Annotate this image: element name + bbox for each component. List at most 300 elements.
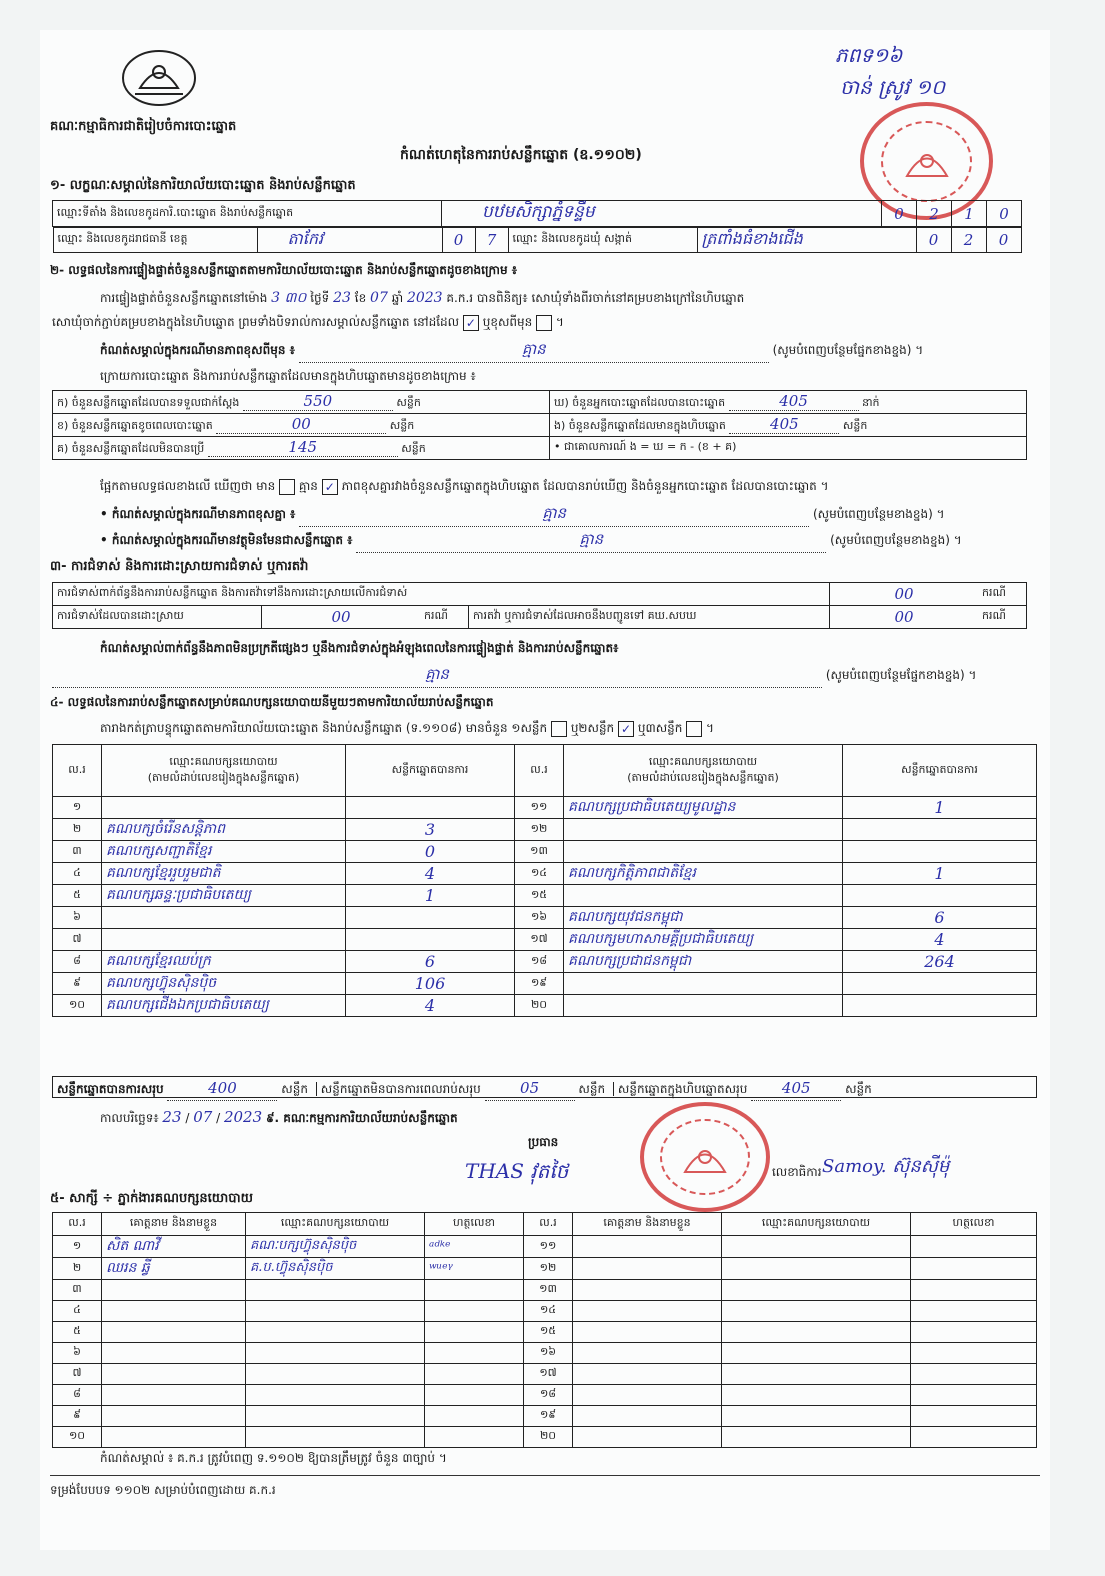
forwarded-value: 00 [830, 606, 979, 629]
diff-text-c: ភាពខុសគ្នារវាងចំនួនសន្លឹកឆ្នោតក្នុងហិបឆ្នោត ដែលបានរាប់ឃើញ និងចំនួនអ្នកបោះឆ្នោត ដែលបានបោះឆ្នោត ។ [341, 479, 829, 493]
table-row [53, 1364, 1037, 1385]
objection-table [52, 582, 1027, 629]
no-difference-checkbox[interactable]: ✓ [322, 479, 338, 495]
one-sheet-checkbox[interactable] [551, 721, 567, 737]
station-code-3: 1 [952, 201, 987, 227]
party-votes [346, 797, 515, 819]
table-row [53, 973, 1037, 995]
witness-name [573, 1364, 722, 1385]
witness-name: ឈរន ឆ្វី [102, 1258, 246, 1280]
count-row [53, 391, 1027, 414]
witness-party: គណៈបក្សហ៊្វុនស៊ិនប៉ិច [246, 1236, 425, 1258]
box-total-label: សន្លឹកឆ្នោតក្នុងហិបឆ្នោតសរុប [613, 1082, 748, 1096]
witness-signature [425, 1406, 524, 1427]
party-name: គណបក្សយុវជនកម្ពុជា [564, 907, 843, 929]
witness-name: សិត ណាវី [102, 1236, 246, 1258]
verify-time: 3 ៣០ [271, 290, 307, 306]
resolved-unit: ករណី [420, 606, 469, 629]
party-no: ៦ [53, 907, 102, 929]
witness-name [102, 1343, 246, 1364]
party-votes: 6 [843, 907, 1037, 929]
party-no: ២ [53, 819, 102, 841]
form-title: កំណត់ហេតុនៃការរាប់សន្លឹកឆ្នោត (ឧ.១១០២) [400, 147, 642, 163]
spoiled-unit: សន្លឹក [389, 419, 415, 432]
party-name: គណបក្សឆន្ទៈប្រជាធិបតេយ្យ [102, 885, 346, 907]
witness-name [102, 1301, 246, 1322]
witness-signature [911, 1385, 1037, 1406]
province-code-1: 0 [442, 228, 475, 253]
section1-heading: ១- លក្ខណៈសម្គាល់នៃការិយាល័យបោះឆ្នោត និងរាប់សន្លឹកឆ្នោត [50, 178, 356, 193]
difference-line [100, 478, 1050, 496]
section5-heading: ៥- សាក្សី ÷ ភ្នាក់ងារគណបក្សនយោបាយ [50, 1191, 253, 1206]
diff-text: ផ្អែកតាមលទ្ធផលខាងលើ ឃើញថា មាន [100, 479, 276, 493]
verify-text-c: ខែ [354, 291, 367, 305]
commune-code-3: 0 [986, 228, 1021, 253]
irregularity-note [52, 665, 1042, 688]
party-votes: 4 [346, 863, 515, 885]
difference-note-value: គ្មាន [542, 504, 567, 522]
stamp-emblem-icon [680, 1137, 730, 1177]
witness-no: ១៤ [524, 1301, 573, 1322]
has-difference-checkbox[interactable] [279, 479, 295, 495]
party-name: គណបក្សកិត្តិភាពជាតិខ្មែរ [564, 863, 843, 885]
party-votes [346, 907, 515, 929]
tally-intro-text: តារាងកត់ត្រាបន្ទុកឆ្នោតតាមការិយាល័យបោះឆ្នោត និងរាប់សន្លឹកឆ្នោត (ទ.១១០៨) មានចំនួន ១សន្លឹក [100, 721, 548, 735]
received-unit: សន្លឹក [396, 396, 421, 409]
count-intro: ក្រោយការបោះឆ្នោត និងការរាប់សន្លឹកឆ្នោតដែលមានក្នុងហិបឆ្នោតមានដូចខាងក្រោម ៖ [100, 369, 476, 383]
party-votes: 4 [346, 995, 515, 1017]
witness-signature: ʷᵘᵉᵞ [425, 1258, 524, 1280]
witness-no: ៩ [53, 1406, 102, 1427]
voters-value: 405 [779, 392, 808, 410]
party-name: គណបក្សចំរើនសន្តិភាព [102, 819, 346, 841]
witness-name [102, 1385, 246, 1406]
valid-total-label: សន្លឹកឆ្នោតបានការសរុប [57, 1082, 164, 1096]
two-sheet-checkbox[interactable]: ✓ [618, 721, 634, 737]
valid-total-value: 400 [208, 1079, 237, 1097]
witness-no: ១៨ [524, 1385, 573, 1406]
party-votes [843, 885, 1037, 907]
unused-label: គ) ចំនួនសន្លឹកឆ្នោតដែលមិនបានប្រើ [57, 442, 205, 455]
chair-label: ប្រធាន [528, 1135, 559, 1149]
date-day: 23 [162, 1108, 182, 1126]
party-no: ១៩ [515, 973, 564, 995]
table-row [53, 995, 1037, 1017]
party-votes: 264 [843, 951, 1037, 973]
verification-line [100, 288, 744, 309]
table-row [53, 841, 1037, 863]
station-code-4: 0 [987, 201, 1022, 227]
witness-party [246, 1406, 425, 1427]
party-results-table [52, 744, 1037, 1017]
change-note-label: កំណត់សម្គាល់ក្នុងករណីមានភាពខុសពីមុន ៖ [100, 343, 295, 357]
party-no: ១៣ [515, 841, 564, 863]
emblem-icon [120, 48, 198, 108]
witness-party [722, 1364, 911, 1385]
col-party-right-title: ឈ្មោះគណបក្សនយោបាយ [648, 754, 758, 768]
date-label: កាលបរិច្ឆេទ៖ [100, 1111, 159, 1125]
witness-party [722, 1236, 911, 1258]
unchanged-checkbox[interactable]: ✓ [463, 315, 479, 331]
witness-name [573, 1343, 722, 1364]
stamp-emblem-icon [902, 141, 952, 181]
table-row [53, 1280, 1037, 1301]
verify-day: 23 [333, 290, 351, 306]
witness-name [102, 1364, 246, 1385]
party-no: ១៥ [515, 885, 564, 907]
witness-col-party-left: ឈ្មោះគណបក្សនយោបាយ [246, 1213, 425, 1236]
witness-signature [911, 1280, 1037, 1301]
witness-col-party-right: ឈ្មោះគណបក្សនយោបាយ [722, 1213, 911, 1236]
two-sheet-label: ឬ២សន្លឹក [570, 721, 615, 735]
foreign-object-label: • កំណត់សម្គាល់ក្នុងករណីមានវត្ថុមិនមែនជាសន្លឹកឆ្នោត ៖ [100, 533, 353, 547]
witness-party [722, 1385, 911, 1406]
voters-unit: នាក់ [862, 396, 880, 409]
witness-party [246, 1364, 425, 1385]
witness-no: ១៦ [524, 1343, 573, 1364]
foreign-object-note [100, 530, 1040, 553]
signoff-date: កាលបរិច្ឆេទ៖ 23 / 07 / 2023 ៩. គណៈកម្មការការិយាល័យរាប់សន្លឹកឆ្នោត [100, 1108, 458, 1126]
party-name: គណបក្សសញ្ជាតិខ្មែរ [102, 841, 346, 863]
invalid-total-label: សន្លឹកឆ្នោតមិនបានការពេលរាប់សរុប [316, 1082, 481, 1096]
chair-signature: THAS វុតថៃ [465, 1159, 569, 1183]
witness-signature: ᵃᵈᵏᵉ [425, 1236, 524, 1258]
witness-no: ១៧ [524, 1364, 573, 1385]
table-row [53, 1406, 1037, 1427]
witness-signature [425, 1322, 524, 1343]
witness-no: ១៥ [524, 1322, 573, 1343]
count-table [52, 390, 1027, 460]
received-value: 550 [303, 392, 333, 410]
forwarded-unit: ករណី [978, 606, 1027, 629]
witness-name [102, 1427, 246, 1448]
witness-col-sig-right: ហត្ថលេខា [911, 1213, 1037, 1236]
objection-value: 00 [830, 583, 979, 606]
witness-name [573, 1406, 722, 1427]
difference-note [100, 504, 1040, 527]
verify-text-d: ឆ្នាំ [391, 291, 404, 305]
table-row [53, 1322, 1037, 1343]
unused-value: 145 [288, 438, 318, 456]
witness-name [102, 1322, 246, 1343]
objection-label: ការជំទាស់ពាក់ព័ន្ធនឹងការរាប់សន្លឹកឆ្នោត និងការតវ៉ាទៅនឹងការដោះស្រាយលើការជំទាស់ [53, 583, 830, 606]
party-no: ១៧ [515, 929, 564, 951]
irregularity-note-suffix: (សូមបំពេញបន្ថែមផ្នែកខាងខ្នង) ។ [825, 668, 977, 682]
witness-no: ៧ [53, 1364, 102, 1385]
form-note: ទម្រង់បែបបទ ១១០២ សម្រាប់បំពេញដោយ គ.ក.រ [50, 1483, 276, 1497]
witness-no: ១៣ [524, 1280, 573, 1301]
witness-signature [911, 1343, 1037, 1364]
col-party-right [564, 745, 843, 797]
party-votes: 1 [346, 885, 515, 907]
party-votes: 6 [346, 951, 515, 973]
table-row [53, 1385, 1037, 1406]
witness-signature [911, 1364, 1037, 1385]
witness-no: ៦ [53, 1343, 102, 1364]
spoiled-value: 00 [291, 415, 311, 433]
col-votes-right: សន្លឹកឆ្នោតបានការ [843, 745, 1037, 797]
office-label: ៩. គណៈកម្មការការិយាល័យរាប់សន្លឹកឆ្នោត [265, 1111, 458, 1125]
witness-name [573, 1322, 722, 1343]
party-no: ៨ [53, 951, 102, 973]
witness-name [573, 1385, 722, 1406]
party-no: ១៦ [515, 907, 564, 929]
changed-checkbox[interactable] [536, 315, 552, 331]
party-votes: 1 [843, 863, 1037, 885]
irregularity-note-value: គ្មាន [425, 665, 449, 683]
verify-month: 07 [370, 290, 388, 306]
col-no-left: ល.រ [53, 745, 102, 797]
resolved-value: 00 [262, 606, 421, 629]
party-no: ៤ [53, 863, 102, 885]
secretary-label: លេខាធិការ [772, 1165, 822, 1179]
party-name [564, 841, 843, 863]
party-no: ៧ [53, 929, 102, 951]
witness-signature [425, 1385, 524, 1406]
witness-signature [425, 1301, 524, 1322]
changed-label: ឬខុសពីមុន [482, 315, 533, 329]
party-name [564, 995, 843, 1017]
witness-no: ១២ [524, 1258, 573, 1280]
resolved-label: ការជំទាស់ដែលបានដោះស្រាយ [53, 606, 262, 629]
witness-col-no-right: ល.រ [524, 1213, 573, 1236]
received-label: ក) ចំនួនសន្លឹកឆ្នោតដែលបានទទួលជាក់ស្តែង [57, 396, 240, 409]
col-party-left-sub: (តាមលំដាប់លេខរៀងក្នុងសន្លឹកឆ្នោត) [147, 770, 300, 784]
corner-note-2: ចាន់ ស្រូវ ១០ [840, 75, 946, 99]
witness-signature [911, 1236, 1037, 1258]
witness-party [722, 1301, 911, 1322]
party-votes: 4 [843, 929, 1037, 951]
three-sheet-label: ឬ៣សន្លឹក [637, 721, 683, 735]
count-row [53, 437, 1027, 460]
party-votes: 0 [346, 841, 515, 863]
party-votes [843, 995, 1037, 1017]
party-no: ១៨ [515, 951, 564, 973]
party-no: ២០ [515, 995, 564, 1017]
inbox-value: 405 [770, 415, 799, 433]
table-row [53, 951, 1037, 973]
party-name [564, 885, 843, 907]
verification-line-2: សោឃុំចាក់ភ្ជាប់គម្របខាងក្នុងនៃហិបឆ្នោត ព្រមទាំងបិទរាល់ការសម្គាល់សន្លឹកឆ្នោត នៅដដែល ✓ ឬខុសពីមុន ។ [52, 315, 564, 330]
table-row [53, 1258, 1037, 1280]
party-name [102, 797, 346, 819]
col-votes-left: សន្លឹកឆ្នោតបានការ [346, 745, 515, 797]
party-name: គណបក្សប្រជាធិបតេយ្យមូលដ្ឋាន [564, 797, 843, 819]
party-votes [843, 841, 1037, 863]
witness-name [573, 1280, 722, 1301]
foreign-object-suffix: (សូមបំពេញបន្ថែមខាងខ្នង) ។ [830, 533, 962, 547]
witness-party [246, 1427, 425, 1448]
forwarded-label: ការតវ៉ា ឬការជំទាស់ដែលអាចនឹងបញ្ជូនទៅ គឃ.សបឃ [469, 606, 830, 629]
unused-unit: សន្លឹក [401, 442, 426, 455]
party-no: ១០ [53, 995, 102, 1017]
secretary-signature: Samoy. ស៊ុនស៊ីម៉ុ [822, 1156, 950, 1177]
foreign-object-value: គ្មាន [579, 530, 604, 548]
party-name: គណបក្សមហាសាមគ្គីប្រជាធិបតេយ្យ [564, 929, 843, 951]
party-votes: 106 [346, 973, 515, 995]
date-month: 07 [193, 1108, 213, 1126]
table-row [53, 1427, 1037, 1448]
table-row [53, 907, 1037, 929]
difference-note-label: • កំណត់សម្គាល់ក្នុងករណីមានភាពខុសគ្នា ៖ [100, 507, 296, 521]
verify-line2: សោឃុំចាក់ភ្ជាប់គម្របខាងក្នុងនៃហិបឆ្នោត ព្រមទាំងបិទរាល់ការសម្គាល់សន្លឹកឆ្នោត នៅដដែល [52, 315, 460, 329]
witness-signature [425, 1280, 524, 1301]
witness-signature [425, 1364, 524, 1385]
table-row [53, 863, 1037, 885]
nec-emblem [120, 48, 198, 108]
witness-party [722, 1258, 911, 1280]
table-row [53, 1236, 1037, 1258]
verify-year: 2023 [406, 290, 443, 306]
party-no: ១៤ [515, 863, 564, 885]
col-party-right-sub: (តាមលំដាប់លេខរៀងក្នុងសន្លឹកឆ្នោត) [627, 770, 779, 784]
witness-signature [911, 1406, 1037, 1427]
witness-table [52, 1212, 1037, 1448]
no-difference-label: គ្មាន [298, 479, 318, 493]
table-row [53, 797, 1037, 819]
witness-no: ១១ [524, 1236, 573, 1258]
polling-station-name: បឋមសិក្សាភ្នំទន្ទឹម [442, 201, 882, 227]
party-no: ៣ [53, 841, 102, 863]
witness-no: ៤ [53, 1301, 102, 1322]
totals-row [52, 1076, 1037, 1098]
witness-name [573, 1258, 722, 1280]
section4-heading: ៤- លទ្ធផលនៃការរាប់សន្លឹកឆ្នោតសម្រាប់គណបក្សនយោបាយនីមួយៗតាមការិយាល័យរាប់សន្លឹកឆ្នោត [50, 695, 494, 709]
party-name: គណបក្សប្រជាជនកម្ពុជា [564, 951, 843, 973]
witness-party [246, 1301, 425, 1322]
witness-no: ៨ [53, 1385, 102, 1406]
witness-signature [911, 1322, 1037, 1343]
witness-party [246, 1322, 425, 1343]
witness-party [722, 1322, 911, 1343]
witness-name [102, 1280, 246, 1301]
witness-party [722, 1280, 911, 1301]
witness-name [573, 1427, 722, 1448]
spoiled-label: ខ) ចំនួនសន្លឹកឆ្នោតខូចពេលបោះឆ្នោត [57, 419, 213, 432]
witness-no: ១០ [53, 1427, 102, 1448]
witness-signature [911, 1258, 1037, 1280]
verify-text-e: គ.ក.រ បានពិនិត្យ៖ សោឃុំទាំងពីរចាក់នៅគម្របខាងក្រៅនៃហិបឆ្នោត [446, 291, 745, 305]
table-row [53, 819, 1037, 841]
change-note-suffix: (សូមបំពេញបន្ថែមផ្នែកខាងខ្នង) ។ [772, 343, 924, 357]
party-name: គណបក្សជើងឯកប្រជាធិបតេយ្យ [102, 995, 346, 1017]
witness-no: ១ [53, 1236, 102, 1258]
witness-no: ២០ [524, 1427, 573, 1448]
date-year: 2023 [223, 1108, 263, 1126]
witness-col-name-right: គោត្តនាម និងនាមខ្លួន [573, 1213, 722, 1236]
change-note-value: គ្មាន [521, 340, 546, 358]
witness-party [722, 1427, 911, 1448]
witness-no: ២ [53, 1258, 102, 1280]
witness-signature [911, 1301, 1037, 1322]
commune-label: ឈ្មោះ និងលេខកូដឃុំ សង្កាត់ [508, 228, 697, 253]
party-votes [346, 929, 515, 951]
section1-table [52, 200, 1022, 253]
inbox-label: ង) ចំនួនសន្លឹកឆ្នោតដែលមានក្នុងហិបឆ្នោត [554, 419, 726, 432]
witness-party [246, 1343, 425, 1364]
col-party-left [102, 745, 346, 797]
three-sheet-checkbox[interactable] [686, 721, 702, 737]
difference-note-suffix: (សូមបំពេញបន្ថែមខាងខ្នង) ។ [812, 507, 945, 521]
verify-text-b: ថ្ងៃទី [310, 291, 330, 305]
witness-signature [425, 1427, 524, 1448]
party-name [564, 973, 843, 995]
commune-code-1: 0 [916, 228, 951, 253]
col-no-right: ល.រ [515, 745, 564, 797]
witness-col-name-left: គោត្តនាម និងនាមខ្លួន [102, 1213, 246, 1236]
witness-party [722, 1343, 911, 1364]
witness-party [246, 1385, 425, 1406]
invalid-total-unit: សន្លឹក [578, 1082, 606, 1096]
commune-code-2: 2 [951, 228, 986, 253]
valid-total-unit: សន្លឹក [281, 1082, 308, 1096]
province-label: ឈ្មោះ និងលេខកូដរាជធានី ខេត្ត [53, 228, 257, 253]
party-no: ៥ [53, 885, 102, 907]
box-total-unit: សន្លឹក [845, 1082, 872, 1096]
witness-party: គ.ប.ហ៊្វុនស៊ិនប៉ិច [246, 1258, 425, 1280]
party-name: គណបក្សហ៊្វុនស៊ិនប៉ិច [102, 973, 346, 995]
witness-name [573, 1301, 722, 1322]
province-name: តាកែវ [257, 228, 442, 253]
witness-signature [425, 1343, 524, 1364]
party-name [102, 929, 346, 951]
polling-station-label: ឈ្មោះទីតាំង និងលេខកូដការិ.បោះឆ្នោត និងរាប់សន្លឹកឆ្នោត [53, 201, 442, 227]
station-code-2: 2 [917, 201, 952, 227]
party-votes [843, 973, 1037, 995]
party-no: ១១ [515, 797, 564, 819]
party-no: ៩ [53, 973, 102, 995]
formula-label: • ជាគោលការណ៍ ង = ឃ = ក - (ខ + គ) [554, 440, 737, 453]
party-votes: 1 [843, 797, 1037, 819]
voters-label: ឃ) ចំនួនអ្នកបោះឆ្នោតដែលបានបោះឆ្នោត [554, 396, 726, 409]
party-votes: 3 [346, 819, 515, 841]
objection-unit: ករណី [978, 583, 1027, 606]
count-row [53, 414, 1027, 437]
col-party-left-title: ឈ្មោះគណបក្សនយោបាយ [169, 754, 278, 768]
party-name [102, 907, 346, 929]
witness-col-no-left: ល.រ [53, 1213, 102, 1236]
footer-note: កំណត់សម្គាល់ ៖ គ.ក.រ ត្រូវបំពេញ ទ.១១០២ ឱ្យបានត្រឹមត្រូវ ចំនួន ៣ច្បាប់ ។ [100, 1451, 447, 1465]
verify-text-a: ការផ្ទៀងផ្ទាត់ចំនួនសន្លឹកឆ្នោតនៅម៉ោង [100, 291, 268, 305]
party-name: គណបក្សខ្មែររួបរួមជាតិ [102, 863, 346, 885]
inbox-unit: សន្លឹក [842, 419, 868, 432]
witness-party [722, 1406, 911, 1427]
corner-note-1: ភពទ១៦ [835, 43, 903, 67]
party-no: ១ [53, 797, 102, 819]
station-code-1: 0 [882, 201, 917, 227]
org-name: គណៈកម្មាធិការជាតិរៀបចំការបោះឆ្នោត [50, 119, 237, 134]
invalid-total-value: 05 [520, 1079, 540, 1097]
party-no: ១២ [515, 819, 564, 841]
witness-name [102, 1406, 246, 1427]
party-votes [843, 819, 1037, 841]
witness-col-sig-left: ហត្ថលេខា [425, 1213, 524, 1236]
witness-party [246, 1280, 425, 1301]
party-name [564, 819, 843, 841]
tally-intro: តារាងកត់ត្រាបន្ទុកឆ្នោតតាមការិយាល័យបោះឆ្នោត និងរាប់សន្លឹកឆ្នោត (ទ.១១០៨) មានចំនួន ១សន្លឹក ឬ២សន្លឹក ✓ ឬ៣សន្លឹក ។ [100, 721, 714, 736]
change-note [100, 340, 1040, 363]
section2-heading: ២- លទ្ធផលនៃការផ្ទៀងផ្ទាត់ចំនួនសន្លឹកឆ្នោតតាមការិយាល័យបោះឆ្នោត និងរាប់សន្លឹកឆ្នោតដូចខាងក្រោម ៖ [50, 263, 518, 277]
witness-signature [911, 1427, 1037, 1448]
table-row [53, 929, 1037, 951]
form-page [40, 30, 1050, 1550]
box-total-value: 405 [781, 1079, 811, 1097]
witness-name [573, 1236, 722, 1258]
official-stamp-bottom [640, 1102, 770, 1212]
province-code-2: 7 [475, 228, 508, 253]
irregularity-note-label: កំណត់សម្គាល់ពាក់ព័ន្ធនឹងភាពមិនប្រក្រតីផ្សេងៗ ឬនឹងការជំទាស់ក្នុងអំឡុងពេលនៃការផ្ទៀងផ្ទាត់ និងការរាប់សន្លឹកឆ្នោត៖ [100, 641, 619, 655]
witness-no: ១៩ [524, 1406, 573, 1427]
